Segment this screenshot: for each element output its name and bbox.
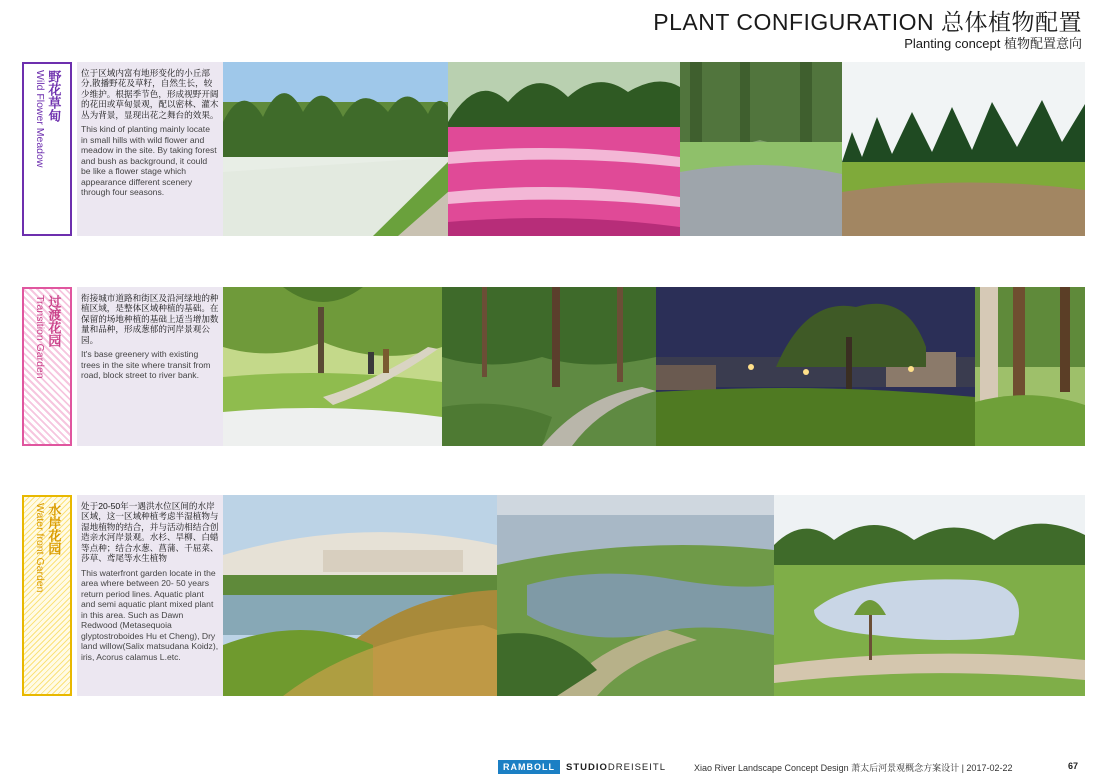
photo-white-flower-meadow (223, 62, 448, 236)
photo-strip (223, 62, 1085, 236)
section-waterfront-garden (22, 495, 1085, 696)
photo-lavender-meadow (680, 62, 842, 236)
section-tag (22, 62, 72, 236)
section-description (77, 495, 223, 696)
photo-riverside-path-walkers (223, 287, 442, 446)
description-cn: 衔接城市道路和街区及沿河绿地的种植区域，是整体区域种植的基础。在保留的场地种植的基础上适当增加数量和品种，形成葱郁的河岸景观公园。 (81, 293, 219, 345)
section-tag-cn: 过渡花园 (46, 295, 62, 347)
studio-logo-light: DREISEITL (607, 761, 666, 773)
photo-waterfront-reeds (223, 495, 497, 696)
footer-brand (498, 760, 666, 774)
section-wild-flower-meadow (22, 62, 1085, 236)
section-tag (22, 495, 72, 696)
description-cn: 处于20-50年一遇洪水位区间的水岸区域，这一区域种植考虑半湿植物与湿地植物的结合，并与活动相结合创造亲水河岸景观。水杉、旱柳、白蜡等点种；结合水葱、菖蒲、千屈菜、莎草、鸢尾等水生植物 (81, 501, 219, 564)
section-tag-en: Water front Garden (34, 503, 47, 593)
photo-pond-landscape (774, 495, 1085, 696)
photo-woodland-path (442, 287, 656, 446)
photo-tree-trunks-meadow (975, 287, 1085, 446)
photo-strip (223, 287, 1085, 446)
description-cn: 位于区域内富有地形变化的小丘部分,散播野花及草籽，自然生长，较少维护。根据季节色，形成视野开阔的花田或草甸景观，配以密林、灌木丛为背景，显现出花之舞台的效果。 (81, 68, 219, 120)
studio-logo-bold: STUDIO (566, 761, 608, 773)
section-transition-garden (22, 287, 1085, 446)
section-tag (22, 287, 72, 446)
photo-forest-meadow (842, 62, 1085, 236)
photo-night-urban-park (656, 287, 975, 446)
page-number: 67 (1068, 761, 1079, 771)
section-tag-cn: 野花草甸 (46, 70, 62, 122)
photo-strip (223, 495, 1085, 696)
description-en: This waterfront garden locate in the area where between 20- 50 years return period lines. Aquatic plant and semi aquatic plant mixed plant in this area. Such as Dawn Redwood (Metasequoia glyptostroboides Hu et Cheng), Dry land willow(Salix matsudana Koidz), iris, Acorus calamus L.etc. (81, 567, 219, 662)
photo-pink-phlox-field (448, 62, 680, 236)
page-subtitle: Planting concept 植物配置意向 (904, 36, 1082, 51)
ramboll-logo: RAMBOLL (498, 760, 560, 774)
section-description (77, 62, 223, 236)
section-description (77, 287, 223, 446)
description-en: This kind of planting mainly locate in small hills with wild flower and meadow in the site. By taking forest and bush as background, it could be like a flower stage which appearance different scenery through four seasons. (81, 124, 217, 198)
section-tag-en: Wild Flower Meadow (34, 70, 47, 168)
photo-aerial-wetland (497, 495, 774, 696)
section-tag-cn: 水岸花园 (46, 503, 62, 555)
studio-dreiseitl-logo (566, 762, 666, 773)
section-tag-en: Transition Garden (34, 295, 47, 379)
page-title: PLANT CONFIGURATION 总体植物配置 (653, 9, 1082, 35)
footer-project-note: Xiao River Landscape Concept Design 萧太后河景观概念方案设计 | 2017-02-22 (694, 763, 1013, 773)
description-en: It's base greenery with existing trees in the site where transit from road, block street to river bank. (81, 349, 211, 381)
